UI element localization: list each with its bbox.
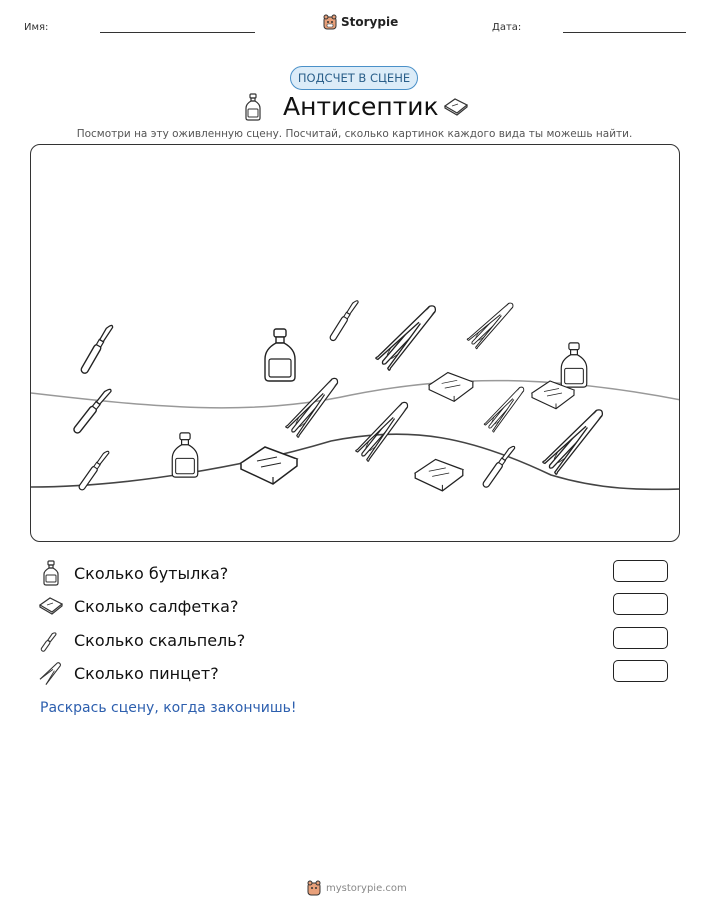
question-text: Сколько салфетка? [74,596,239,616]
scene-bottle [172,433,198,477]
scene-napkin [429,373,473,402]
name-label: Имя: [24,22,49,33]
question-tweezers [38,660,219,686]
question-text: Сколько скальпель? [74,630,246,650]
question-text: Сколько бутылка? [74,563,229,583]
footer-url[interactable]: mystorypie.com [326,882,407,894]
scene-tweezers [467,299,517,349]
logo-text: Storypie [341,15,399,29]
instructions: Посмотри на эту оживленную сцену. Посчитай, сколько картинок каждого вида ты можешь найти. [76,128,633,140]
scene-tweezers [484,384,528,433]
scene-tweezers [543,404,609,474]
scene-scalpel [73,386,113,434]
scene-scalpel [482,444,516,488]
storypie-logo [323,14,398,30]
page-title: Антисептик [283,92,439,121]
bear-logo-icon [307,880,321,896]
answer-box-scalpel[interactable] [613,627,668,649]
question-napkin [38,593,238,619]
bear-logo-icon [323,14,337,30]
scene-tweezers [376,300,442,370]
finish-instruction: Раскрась сцену, когда закончишь! [40,700,297,716]
napkin-icon [38,593,64,619]
title-bottle-icon [244,93,262,121]
footer [307,880,407,896]
answer-box-bottle[interactable] [613,560,668,582]
date-line[interactable] [563,32,686,33]
answer-box-tweezers[interactable] [613,660,668,682]
scene-tweezers [356,398,413,462]
name-line[interactable] [100,32,255,33]
bottle-icon [38,560,64,586]
front-hill-line [31,434,680,489]
question-bottle [38,560,228,586]
scalpel-icon [38,627,64,653]
tweezers-icon [38,660,64,686]
counting-scene [30,144,680,542]
scene-scalpel [80,323,114,374]
question-scalpel [38,627,245,653]
scene-bottle [561,343,587,387]
answer-box-napkin[interactable] [613,593,668,615]
date-label: Дата: [492,22,522,33]
scene-bottle [265,329,295,381]
scene-scalpel [329,299,359,342]
scene-tweezers [286,374,343,438]
scene-napkin [415,459,463,490]
question-text: Сколько пинцет? [74,663,219,683]
activity-badge: ПОДСЧЕТ В СЦЕНЕ [290,66,418,90]
title-napkin-icon [443,96,469,116]
